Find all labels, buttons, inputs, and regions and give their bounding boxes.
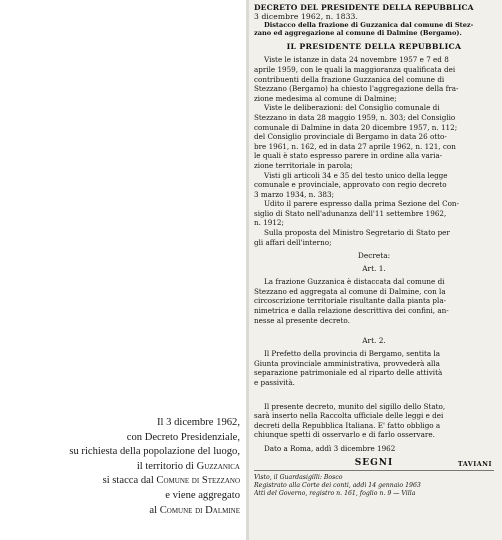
decree-title: DECRETO DEL PRESIDENTE DELLA REPUBBLICA: [254, 3, 474, 12]
signature-segni: SEGNI: [354, 457, 394, 468]
art-2-heading: Art. 2.: [362, 336, 386, 346]
body-line: Sulla proposta del Ministro Segretario di Stato per: [264, 228, 450, 238]
decreta-heading: Decreta:: [357, 251, 391, 261]
body-line: del Consiglio provinciale di Bergamo in data 26 otto-: [254, 132, 447, 142]
body-line: Il presente decreto, munito del sigillo dello Stato,: [264, 401, 446, 411]
body-line: n. 1912;: [254, 218, 284, 228]
body-line: le quali è stato espresso parere in ordine alla varia-: [254, 151, 443, 161]
signature-block: [254, 458, 494, 468]
body-line: nesse al presente decreto.: [254, 315, 350, 325]
art-1-body: [254, 277, 494, 325]
body-line: Udito il parere espresso dalla prima Sezione del Con-: [264, 199, 459, 209]
caption-line: su richiesta della popolazione del luogo,: [69, 446, 240, 458]
caption-text: il territorio di: [136, 460, 197, 472]
place-dalmine: Comune di Dalmine: [159, 504, 240, 516]
final-clause: [254, 402, 494, 440]
caption-text: si stacca dal: [102, 475, 157, 487]
body-line: sarà inserto nella Raccolta ufficiale delle leggi e dei: [254, 411, 444, 421]
foot-line: Registrato alla Corte dei conti, addì 14 gennaio 1963: [254, 481, 421, 489]
decree-header: [254, 4, 494, 21]
body-line: Visti gli articoli 34 e 35 del testo unico della legge: [264, 170, 448, 180]
art-2-body: [254, 349, 494, 387]
decree-date: 3 dicembre 1962, n. 1833.: [254, 11, 358, 21]
body-line: Viste le istanze in data 24 novembre 1957 e 7 ed 8: [264, 55, 449, 65]
signature-taviani: TAVIANI: [457, 459, 492, 468]
caption-line: Il 3 dicembre 1962,: [157, 417, 240, 428]
body-line: comunale e provinciale, approvato con regio decreto: [254, 180, 447, 190]
body-line: circoscrizione territoriale risultante dalla pianta pla-: [254, 296, 447, 306]
body-line: siglio di Stato nell'adunanza dell'11 settembre 1962,: [254, 208, 447, 218]
body-line: Stezzano ed aggregata al comune di Dalmine, con la: [254, 286, 446, 296]
foot-line: Atti del Governo, registro n. 161, foglio n. 9 — Villa: [254, 490, 416, 498]
art-1-heading: Art. 1.: [362, 264, 386, 274]
spacer: [254, 388, 494, 402]
decree-body: [254, 55, 494, 247]
place-stezzano: Comune di Stezzano: [156, 475, 240, 487]
body-line: bre 1961, n. 162, ed in data 27 aprile 1962, n. 121, con: [254, 141, 456, 151]
body-line: nimetrica e dalla relazione descrittiva dei confini, an-: [254, 306, 449, 316]
body-line: Viste le deliberazioni: del Consiglio comunale di: [264, 103, 440, 113]
caption-line: [0, 474, 240, 489]
body-line: comunale di Dalmine in data 20 dicembre 1957, n. 112;: [254, 122, 458, 132]
dato-line-wrap: [254, 444, 494, 454]
caption-line: [0, 504, 240, 519]
body-line: La frazione Guzzanica è distaccata dal comune di: [264, 277, 445, 287]
dato-line: Dato a Roma, addì 3 dicembre 1962: [264, 443, 396, 453]
decree-scan: [246, 0, 502, 540]
body-line: Giunta provinciale amministrativa, provvederà alla: [254, 358, 440, 368]
page-edge-shadow: [246, 0, 249, 540]
caption-text: al: [149, 504, 160, 516]
body-line: e passività.: [254, 378, 295, 387]
decree-subject: [254, 22, 494, 37]
subject-line: zano ed aggregazione al comune di Dalmine (Bergamo).: [254, 28, 462, 37]
body-line: zione medesima al comune di Dalmine;: [254, 93, 397, 103]
subject-line: Distacco della frazione di Guzzanica dal comune di Stez-: [264, 21, 474, 30]
body-line: chiunque spetti di osservarlo e di farlo osservare.: [254, 430, 435, 440]
divider: [254, 470, 494, 471]
caption: [0, 416, 240, 518]
body-line: separazione patrimoniale ed al riparto delle attività: [254, 368, 443, 378]
registration-notes: [254, 474, 494, 499]
presidente-heading: IL PRESIDENTE DELLA REPUBBLICA: [286, 42, 462, 52]
caption-line: [0, 460, 240, 475]
body-line: Stezzano in data 28 maggio 1959, n. 303; del Consiglio: [254, 112, 456, 122]
body-line: contribuenti della frazione Guzzanica del comune di: [254, 74, 445, 84]
body-line: Stezzano (Bergamo) ha chiesto l'aggregazione della fra-: [254, 84, 459, 94]
caption-line: e viene aggregato: [165, 489, 240, 501]
caption-line: con Decreto Presidenziale,: [126, 431, 240, 443]
body-line: Il Prefetto della provincia di Bergamo, sentita la: [264, 349, 441, 359]
body-line: aprile 1959, con le quali la maggioranza qualificata dei: [254, 64, 456, 74]
body-line: gli affari dell'interno;: [254, 237, 332, 247]
foot-line: Visto, il Guardasigilli: Bosco: [254, 473, 343, 481]
spacer: [254, 325, 494, 332]
body-line: decreti della Repubblica Italiana. E' fatto obbligo a: [254, 420, 441, 430]
body-line: zione territoriale in parola;: [254, 160, 353, 170]
place-guzzanica: Guzzanica: [196, 460, 240, 472]
body-line: 3 marzo 1934, n. 383;: [254, 189, 334, 199]
